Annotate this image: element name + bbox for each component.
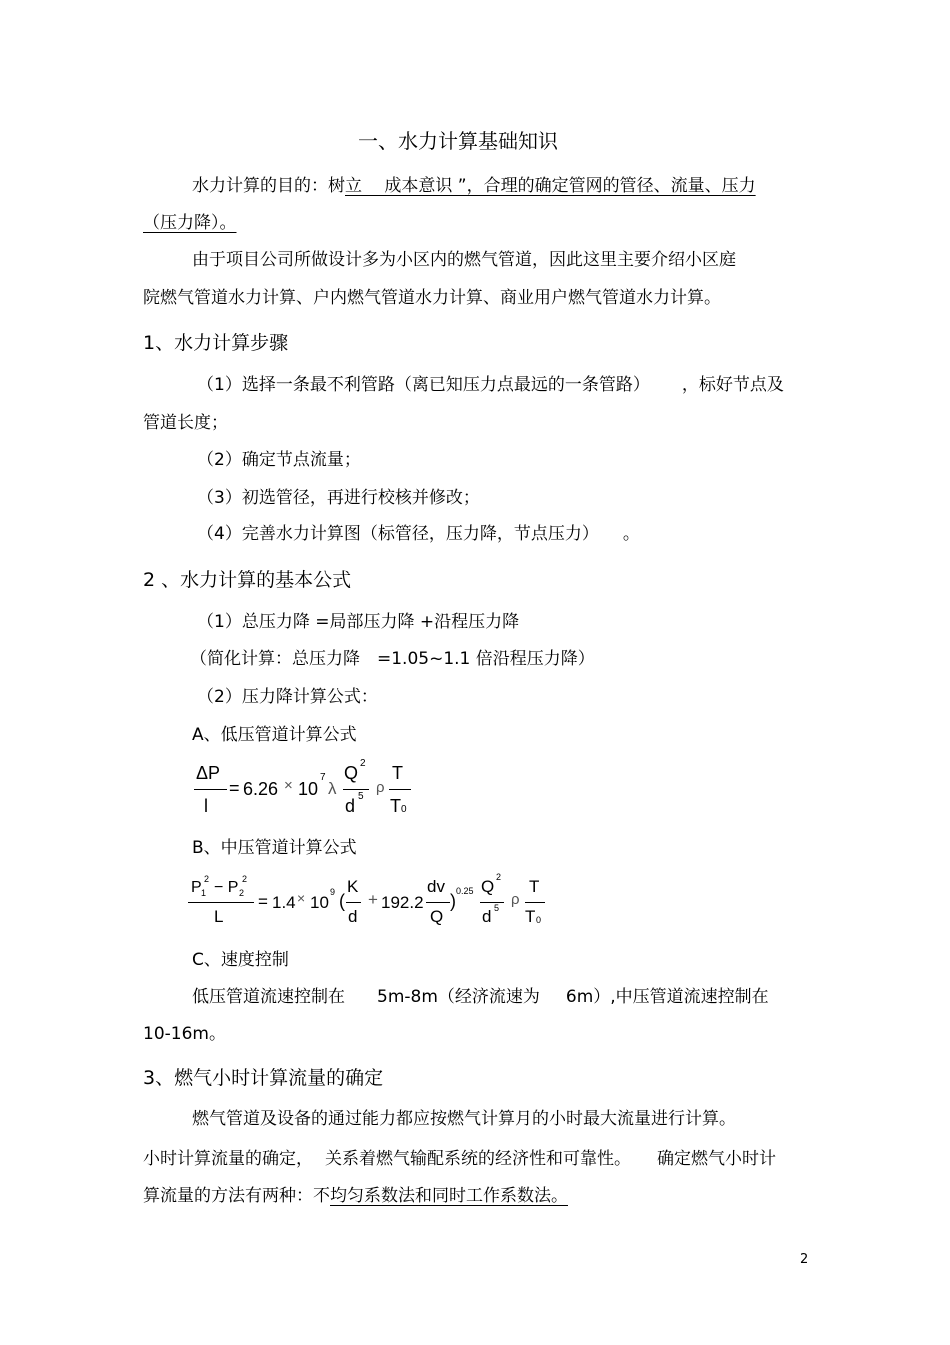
low-pressure-formula — [190, 760, 430, 822]
section-1-heading: 1、水力计算步骤 — [143, 332, 289, 354]
section-3-heading: 3、燃气小时计算流量的确定 — [143, 1067, 384, 1089]
step-1-text: （1）选择一条最不利管路（离已知压力点最远的一条管路） — [197, 375, 650, 395]
left-paren: ( — [339, 891, 345, 911]
length-symbol: l — [204, 796, 208, 816]
purpose-underlined-b: （压力降）。 — [143, 213, 237, 233]
p2-sub: 2 — [239, 888, 245, 898]
p2-exp: 2 — [242, 874, 248, 884]
fraction-bar — [480, 902, 504, 903]
temperature-t0: T — [390, 796, 401, 816]
ten: 10 — [310, 893, 329, 912]
section-3-para-1: 燃气管道及设备的通过能力都应按燃气计算月的小时最大流量进行计算。 — [192, 1109, 736, 1129]
purpose-line-2 — [143, 212, 253, 234]
times-sign: × — [297, 890, 306, 906]
k-denominator: d — [348, 907, 358, 926]
temperature-t0-sub: 0 — [401, 804, 407, 815]
speed-control-continued: 10-16m。 — [143, 1024, 226, 1044]
fraction-bar — [426, 902, 450, 903]
section-2-heading: 2 、水力计算的基本公式 — [143, 569, 352, 591]
temperature-t: T — [392, 763, 403, 783]
delta-p: ΔP — [196, 763, 221, 783]
k: K — [347, 877, 359, 896]
flow-q-exp: 2 — [360, 758, 366, 769]
ten: 10 — [298, 779, 319, 799]
fraction-bar — [343, 789, 369, 790]
times-sign: × — [284, 777, 293, 794]
equals-sign: = — [229, 778, 240, 798]
purpose-lead: 水力计算的目的：树 — [192, 176, 345, 196]
dv: dv — [427, 877, 445, 896]
step-2: （2）确定节点流量； — [197, 450, 361, 470]
fraction-bar — [346, 902, 361, 903]
flow-q: Q — [481, 877, 495, 896]
diameter-d: d — [482, 907, 492, 926]
exponent: 9 — [330, 887, 336, 897]
temperature-t0: T — [525, 907, 536, 926]
temperature-t: T — [529, 877, 540, 896]
purpose-line-1 — [192, 175, 778, 197]
step-4-tail: 。 — [622, 524, 640, 544]
p1-sub: 1 — [201, 888, 207, 898]
step-1 — [197, 374, 784, 396]
speed-control-text — [192, 986, 769, 1008]
medium-pressure-formula — [188, 872, 568, 934]
fraction-bar — [188, 902, 254, 903]
formula-2-label: （2）压力降计算公式： — [197, 687, 378, 707]
p1: P — [191, 879, 202, 896]
coefficient: 6.26 — [243, 779, 279, 799]
speed-a: 低压管道流速控制在 — [192, 987, 345, 1007]
length-l: L — [214, 907, 224, 926]
section-3-para-3 — [143, 1185, 606, 1207]
right-paren: ) — [450, 891, 456, 911]
diameter-d: d — [345, 796, 356, 816]
step-3: （3）初选管径，再进行校核并修改； — [197, 488, 480, 508]
page-title: 一、水力计算基础知识 — [358, 129, 558, 153]
page-number: 2 — [800, 1252, 809, 1267]
purpose-underlined-a: 立 成本意识 ”，合理的确定管网的管径、流量、压力 — [345, 176, 756, 196]
formula-1-text: （1）总压力降 =局部压力降 +沿程压力降 — [197, 612, 520, 632]
coefficient: 1.4 — [272, 893, 296, 912]
intro-line-2: 院燃气管道水力计算、户内燃气管道水力计算、商业用户燃气管道水力计算。 — [143, 288, 721, 308]
equals-sign: = — [258, 892, 268, 911]
plus-sign: + — [368, 890, 378, 909]
constant: 192.2 — [381, 893, 424, 912]
low-pressure-label: A、低压管道计算公式 — [192, 725, 357, 745]
flow-q-exp: 2 — [496, 872, 502, 882]
step-4 — [197, 523, 640, 545]
step-1-tail: ，标好节点及 — [681, 375, 784, 395]
fraction-bar — [389, 789, 411, 790]
fraction-bar — [194, 789, 227, 790]
dv-denominator: Q — [430, 907, 444, 926]
power: 0.25 — [456, 886, 474, 896]
para-2-c: 确定燃气小时计 — [657, 1149, 776, 1169]
flow-q: Q — [344, 763, 359, 783]
para-3-a: 算流量的方法有两种：不 — [143, 1186, 330, 1206]
medium-pressure-label: B、中压管道计算公式 — [192, 838, 357, 858]
diameter-exp: 5 — [358, 791, 364, 802]
step-1-continued: 管道长度； — [143, 413, 228, 433]
speed-b: 5m-8m（经济流速为 — [377, 987, 540, 1007]
rho: ρ — [376, 779, 385, 796]
rho: ρ — [511, 891, 520, 908]
para-3-b: 均匀系数法和同时工作系数法。 — [330, 1186, 568, 1206]
step-4-text: （4）完善水力计算图（标管径，压力降，节点压力） — [197, 524, 599, 544]
section-3-para-2 — [143, 1148, 776, 1170]
intro-line-1: 由于项目公司所做设计多为小区内的燃气管道，因此这里主要介绍小区庭 — [192, 250, 736, 270]
temperature-t0-sub: 0 — [536, 915, 542, 925]
lambda: λ — [328, 779, 337, 798]
formula-1-note: （简化计算：总压力降 =1.05~1.1 倍沿程压力降） — [190, 649, 595, 669]
para-2-b: 关系着燃气输配系统的经济性和可靠性。 — [325, 1149, 631, 1169]
fraction-bar — [525, 902, 545, 903]
p1-exp: 2 — [204, 874, 210, 884]
speed-c: 6m）,中压管道流速控制在 — [565, 987, 769, 1007]
diameter-exp: 5 — [494, 903, 500, 913]
minus-p2: − P — [214, 879, 239, 896]
exponent: 7 — [320, 772, 326, 783]
para-2-a: 小时计算流量的确定， — [143, 1149, 313, 1169]
speed-control-label: C、速度控制 — [192, 950, 289, 970]
